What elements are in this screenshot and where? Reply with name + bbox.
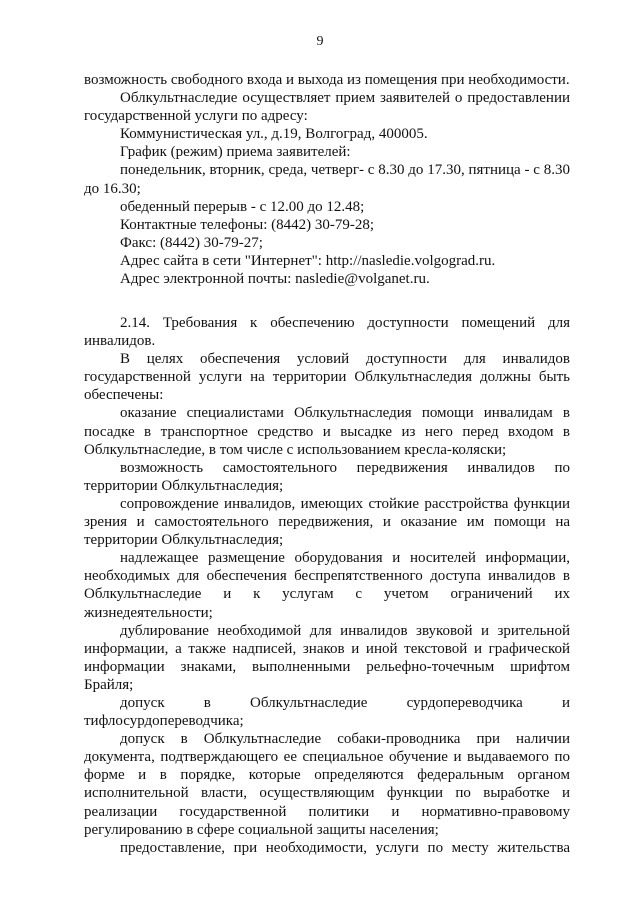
accessibility-section [84, 314, 570, 857]
list-item: сопровождение инвалидов, имеющих стойкие расстройства функции зрения и самостоятельного передвижения, и оказание им помощи на территории Облкультнаследия; [84, 495, 570, 549]
list-item: дублирование необходимой для инвалидов звуковой и зрительной информации, а также надписей, знаков и иной текстовой и графической информации знаками, выполненными рельефно-точечным шрифтом Брайля; [84, 622, 570, 693]
paragraph: возможность свободного входа и выхода из помещения при необходимости. [84, 72, 570, 88]
paragraph: понедельник, вторник, среда, четверг- с 8.30 до 17.30, пятница - с 8.30 до 16.30; [84, 162, 570, 197]
paragraph: Облкультнаследие осуществляет прием заявителей о предоставлении государственной услуги по адресу: [84, 90, 570, 125]
paragraph: Коммунистическая ул., д.19, Волгоград, 400005. [120, 126, 428, 143]
section-heading: 2.14. Требования к обеспечению доступности помещений для инвалидов. [84, 315, 570, 350]
paragraph: Адрес электронной почты: nasledie@volganet.ru. [120, 271, 430, 288]
list-item: возможность самостоятельного передвижения инвалидов по территории Облкультнаследия; [84, 459, 570, 494]
paragraph: Факс: (8442) 30-79-27; [120, 234, 263, 251]
paragraph: обеденный перерыв - с 12.00 до 12.48; [120, 198, 365, 215]
list-item: оказание специалистами Облкультнаследия помощи инвалидам в посадке в транспортное средство и высадке из него перед входом в Облкультнаследие, в том числе с использованием кресла-коляски; [84, 405, 570, 458]
list-item: надлежащее размещение оборудования и носителей информации, необходимых для обеспечения беспрепятственного доступа инвалидов в Облкультнаследие и к услугам с учетом ограничений их жизнедеятельности; [84, 550, 570, 621]
paragraph: Контактные телефоны: (8442) 30-79-28; [120, 216, 375, 233]
paragraph: Адрес сайта в сети "Интернет": http://nasledie.volgograd.ru. [120, 252, 496, 269]
contacts-section [84, 71, 570, 288]
paragraph: График (режим) приема заявителей: [120, 144, 351, 161]
paragraph: В целях обеспечения условий доступности для инвалидов государственной услуги на территории Облкультнаследия должны быть обеспечены: [84, 351, 570, 404]
list-item: допуск в Облкультнаследие сурдопереводчика и тифлосурдопереводчика; [84, 694, 570, 730]
page-number: 9 [316, 34, 324, 49]
list-item: допуск в Облкультнаследие собаки-проводника при наличии документа, подтверждающего ее специальное обучение и выдаваемого по форме и в порядке, которые определяются федеральным органом исполнительной власти, осуществляющим функции по выработке и реализации государственной политики и нормативно-правовому регулированию в сфере социальной защиты населения; [84, 731, 570, 838]
list-item: предоставление, при необходимости, услуги по месту жительства [120, 839, 570, 856]
